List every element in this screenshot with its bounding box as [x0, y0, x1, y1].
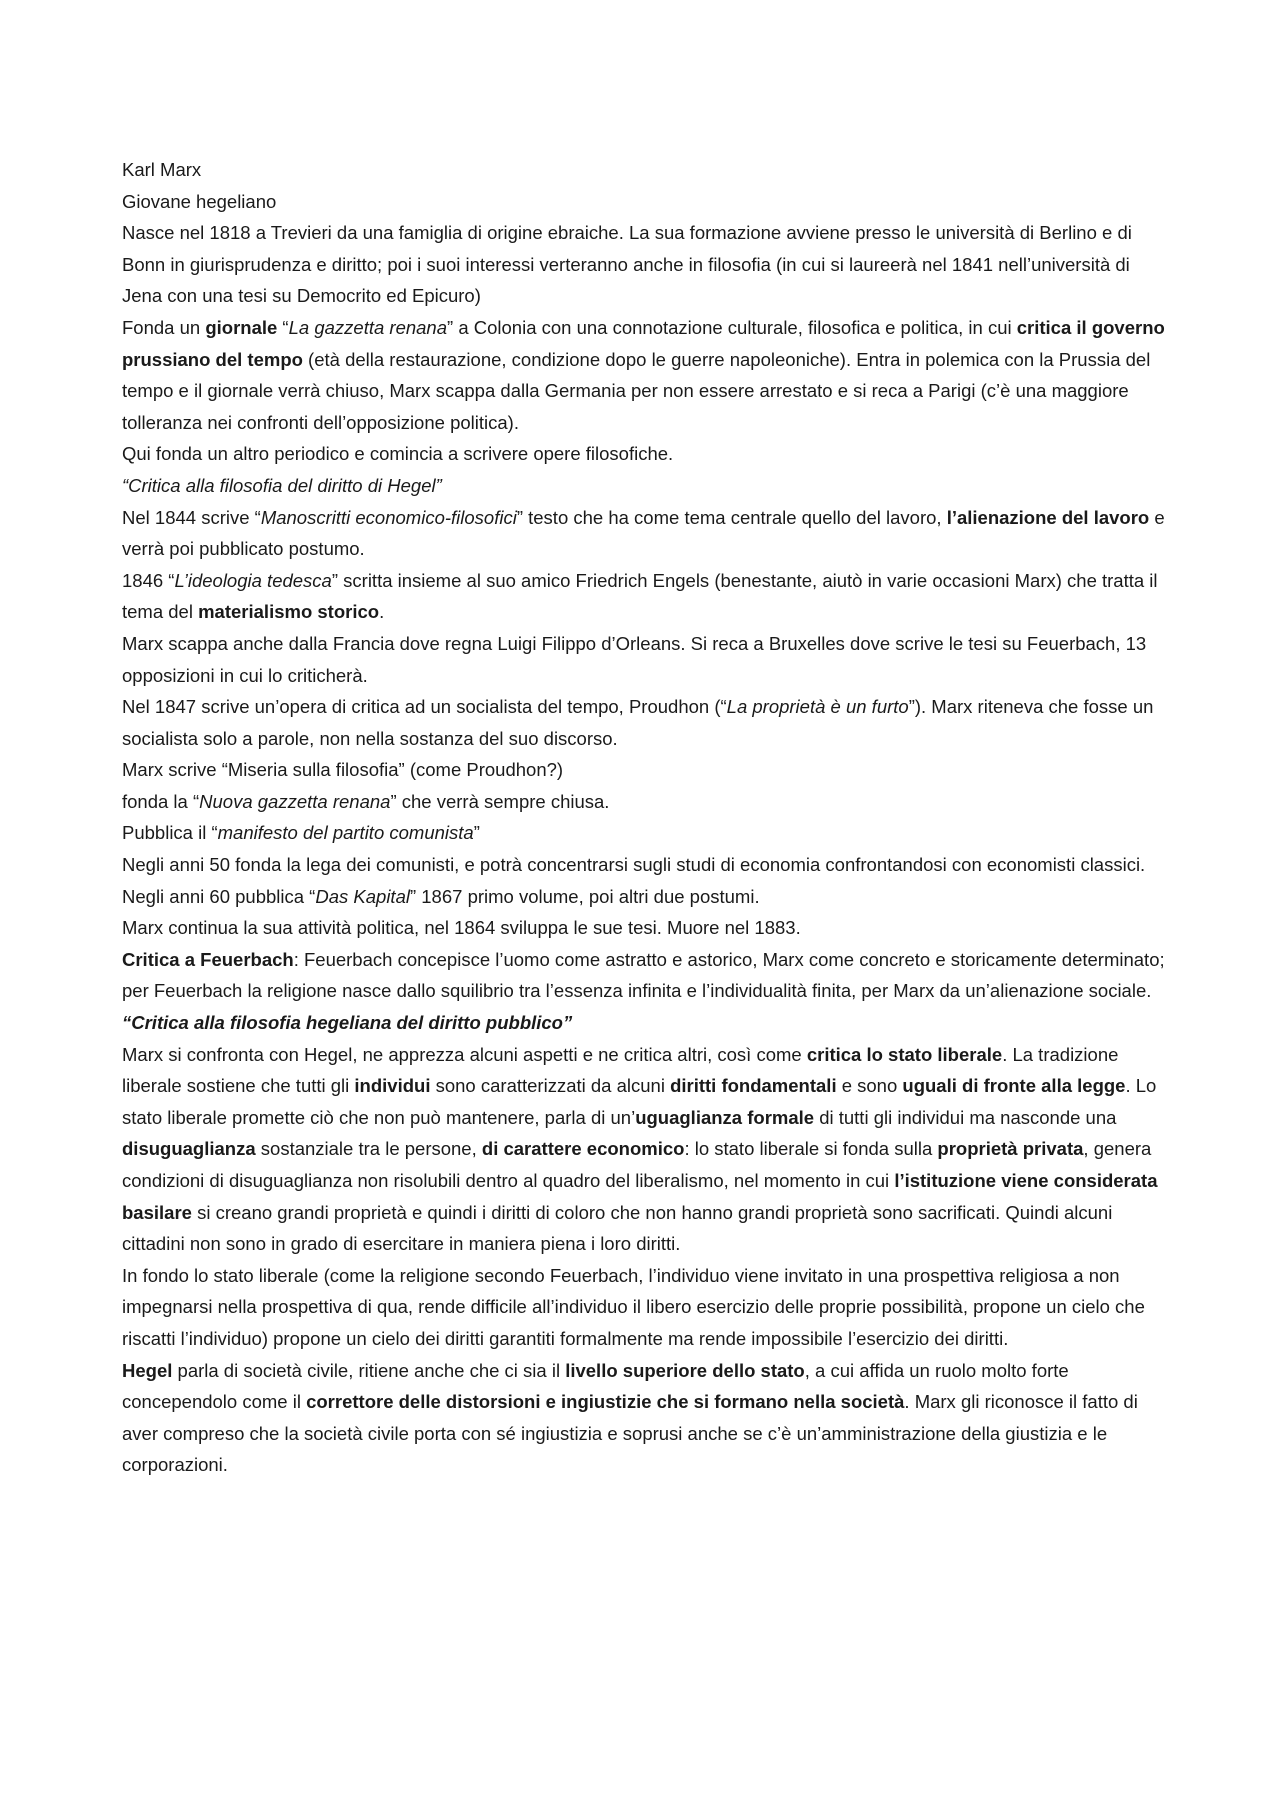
bold-run: individui — [354, 1075, 431, 1097]
text-run: e sono — [836, 1075, 903, 1097]
italic-run: “Critica alla filosofia hegeliana del diritto pubblico” — [122, 1012, 573, 1034]
text-run: Nel 1847 scrive un’opera di critica ad un socialista del tempo, Proudhon (“ — [122, 696, 727, 718]
text-run: Nel 1844 scrive “ — [122, 506, 261, 528]
text-run: fonda la “ — [122, 790, 200, 812]
italic-run: manifesto del partito comunista — [217, 822, 474, 844]
bold-run: Critica a Feuerbach — [122, 948, 294, 970]
bold-run — [122, 1012, 572, 1033]
paragraph-ideologia — [122, 565, 1172, 628]
bold-run: uguali di fronte alla legge — [902, 1075, 1126, 1097]
paragraph-in-fondo: In fondo lo stato liberale (come la religione secondo Feuerbach, l’individuo viene invitato in una prospettiva religiosa a non impegnarsi nella prospettiva di qua, rende difficile all’individuo il libero esercizio delle proprie possibilità, propone un cielo che riscatti l’individuo) propone un cielo dei diritti garantiti formalmente ma rende impossibile l’esercizio dei diritti. — [122, 1264, 1145, 1349]
paragraph-anni60 — [122, 881, 1172, 913]
paragraph-manoscritti — [122, 502, 1172, 565]
text-run: , genera condizioni di disuguaglianza non risolubili dentro al quadro del liberalismo, nel momento in cui — [122, 1138, 1152, 1191]
text-run: sono caratterizzati da alcuni — [430, 1075, 671, 1097]
text-run: , a cui affida un ruolo molto forte concependolo come il — [122, 1359, 1069, 1413]
text-run: ” testo che ha come tema centrale quello del lavoro, — [516, 506, 947, 528]
section-heading — [122, 1007, 1172, 1039]
text-run: ” che verrà sempre chiusa. — [390, 790, 610, 812]
text-run: Negli anni 60 pubblica “ — [122, 885, 316, 907]
doc-title: Karl Marx — [122, 159, 202, 180]
text-run: (età della restaurazione, condizione dopo le guerre napoleoniche). Entra in polemica con la Prussia del tempo e il giornale verrà chiuso, Marx scappa dalla Germania per non essere arrestato e si reca a Parigi (c’è una maggiore tolleranza nei confronti dell’opposizione politica). — [122, 348, 1151, 433]
paragraph-manifesto — [122, 817, 1172, 849]
text-run: 1846 “ — [122, 569, 175, 591]
text-run: di tutti gli individui ma nasconde una — [814, 1106, 1117, 1128]
text-run: Pubblica il “ — [122, 822, 218, 844]
bold-run: diritti fondamentali — [670, 1075, 837, 1097]
bold-run: materialismo storico — [198, 601, 380, 623]
bold-run: correttore delle distorsioni e ingiustizie che si formano nella società — [306, 1391, 905, 1413]
paragraph-periodico: Qui fonda un altro periodico e comincia a scrivere opere filosofiche. — [122, 443, 674, 465]
bold-run: critica lo stato liberale — [806, 1043, 1003, 1065]
paragraph-feuerbach — [122, 944, 1172, 1007]
italic-run: Nuova gazzetta renana — [199, 790, 391, 812]
bold-run: giornale — [205, 316, 278, 338]
bold-run: l’alienazione del lavoro — [946, 506, 1150, 528]
text-run: si creano grandi proprietà e quindi i diritti di coloro che non hanno grandi proprietà sono sacrificati. Quindi alcuni cittadini non sono in grado di esercitare in maniera piena i loro diritti. — [122, 1201, 1113, 1255]
text-run: e verrà poi pubblicato postumo. — [122, 506, 1165, 560]
text-run: . Lo stato liberale promette ciò che non può mantenere, parla di un’ — [122, 1075, 1157, 1128]
text-run: ” a Colonia con una connotazione culturale, filosofica e politica, in cui — [447, 316, 1017, 338]
italic-run: Manoscritti economico-filosofici — [260, 506, 517, 528]
text-run: . La tradizione liberale sostiene che tutti gli — [122, 1043, 1119, 1097]
text-run: ” — [473, 822, 480, 844]
paragraph-nuova-gazzetta — [122, 786, 1172, 818]
text-run: . Marx gli riconosce il fatto di aver compreso che la società civile porta con sé ingiustizia e soprusi anche se c’è un’amministrazione della giustizia e le corporazioni. — [122, 1391, 1138, 1476]
paragraph-anni50: Negli anni 50 fonda la lega dei comunisti, e potrà concentrarsi sugli studi di economia confrontandosi con economisti classici. — [122, 854, 1146, 876]
doc-subtitle: Giovane hegeliano — [122, 190, 277, 212]
paragraph-proudhon — [122, 691, 1172, 754]
paragraph-hegel — [122, 1355, 1172, 1481]
document-page — [122, 154, 1172, 1481]
bold-run: Hegel — [122, 1359, 173, 1381]
paragraph-critica-hegel — [122, 470, 1172, 502]
text-run: ”). Marx riteneva che fosse un socialista solo a parole, non nella sostanza del suo discorso. — [122, 696, 1154, 749]
paragraph-birth: Nasce nel 1818 a Trevieri da una famiglia di origine ebraiche. La sua formazione avviene presso le università di Berlino e di Bonn in giurisprudenza e diritto; poi i suoi interessi verteranno anche in filosofia (in cui si laureerà nel 1841 nell’università di Jena con una tesi su Democrito ed Epicuro) — [122, 222, 1132, 307]
italic-run: La proprietà è un furto — [726, 696, 909, 718]
text-run: “ — [277, 316, 289, 338]
paragraph-gazzetta — [122, 312, 1172, 438]
paragraph-miseria: Marx scrive “Miseria sulla filosofia” (come Proudhon?) — [122, 759, 564, 781]
bold-run: critica il governo prussiano del tempo — [122, 316, 1165, 370]
text-run: : Feuerbach concepisce l’uomo come astratto e astorico, Marx come concreto e storicamente determinato; per Feuerbach la religione nasce dallo squilibrio tra l’essenza infinita e l’individualità finita, per Marx da un’alienazione sociale. — [122, 948, 1165, 1002]
bold-run: uguaglianza formale — [635, 1106, 815, 1128]
text-run: Fonda un — [122, 316, 206, 338]
italic-run: L’ideologia tedesca — [174, 569, 332, 591]
text-run: . — [379, 601, 385, 623]
text-run: ” 1867 primo volume, poi altri due postumi. — [409, 885, 760, 907]
text-run: Marx si confronta con Hegel, ne apprezza alcuni aspetti e ne critica altri, così come — [122, 1043, 807, 1065]
paragraph-muore: Marx continua la sua attività politica, nel 1864 sviluppa le sue tesi. Muore nel 1883. — [122, 917, 801, 939]
bold-run: proprietà privata — [937, 1138, 1084, 1160]
bold-run: livello superiore dello stato — [565, 1359, 805, 1381]
text-run: : lo stato liberale si fonda sulla — [684, 1138, 938, 1160]
italic-run: “Critica alla filosofia del diritto di Hegel” — [122, 474, 442, 496]
italic-run: La gazzetta renana — [288, 316, 448, 338]
bold-run: disuguaglianza — [122, 1138, 256, 1160]
paragraph-bruxelles: Marx scappa anche dalla Francia dove regna Luigi Filippo d’Orleans. Si reca a Bruxelles dove scrive le tesi su Feuerbach, 13 opposizioni in cui lo criticherà. — [122, 632, 1147, 686]
text-run: sostanziale tra le persone, — [255, 1138, 482, 1160]
italic-run: Das Kapital — [315, 885, 410, 907]
text-run: parla di società civile, ritiene anche che ci sia il — [172, 1359, 566, 1381]
text-run: ” scritta insieme al suo amico Friedrich Engels (benestante, aiutò in varie occasioni Marx) che tratta il tema del — [122, 569, 1158, 623]
bold-run: l’istituzione viene considerata basilare — [122, 1170, 1158, 1223]
bold-run: di carattere economico — [481, 1138, 685, 1160]
paragraph-stato-liberale — [122, 1039, 1172, 1260]
